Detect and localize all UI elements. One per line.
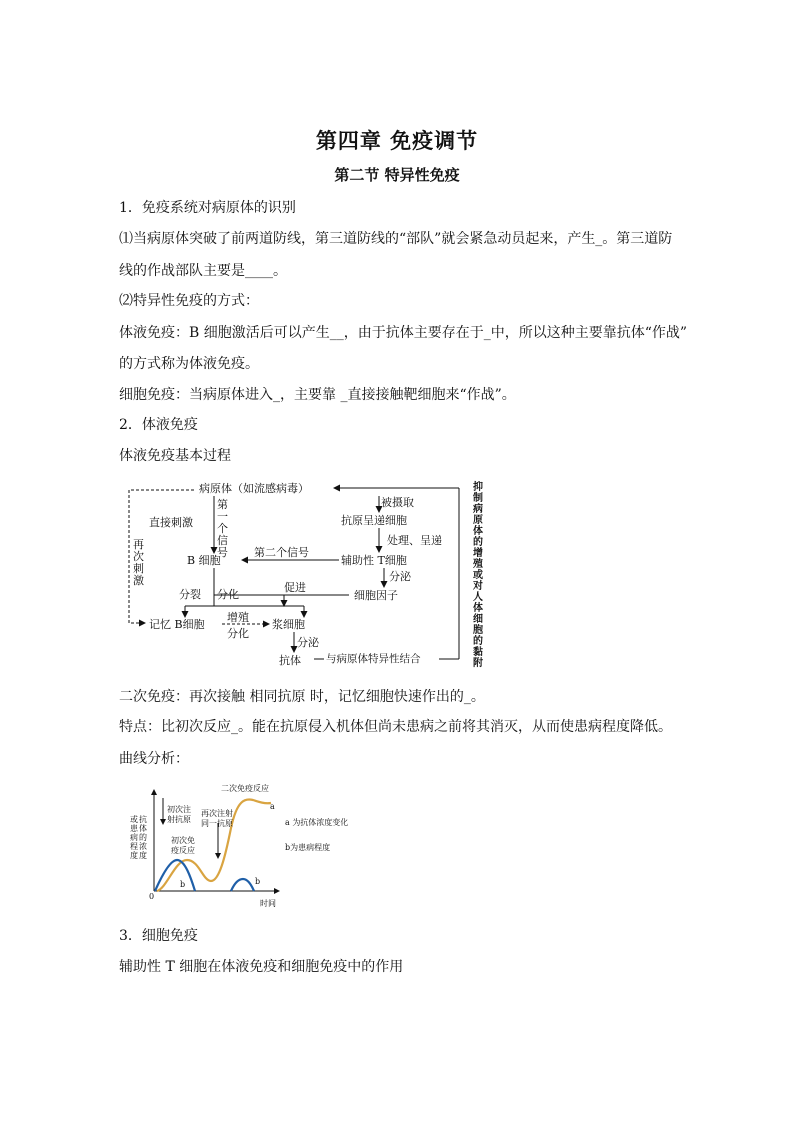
label-first-response-2: 疫反应 [171, 846, 195, 855]
first-signal-char: 号 [217, 546, 228, 559]
label-reinject-2: 同一抗原 [201, 819, 233, 828]
again-stim-char: 刺 [133, 562, 144, 575]
legend-a: a 为抗体浓度变化 [285, 818, 349, 827]
inhibit-char: 病 [473, 504, 483, 515]
section-title: 第二节 特异性免疫 [334, 166, 460, 184]
x-axis-label: 时间 [260, 899, 276, 908]
paragraph-1-line-1: ⑴当病原体突破了前两道防线，第三道防线的“部队”就会紧急动员起来，产生_。第三道防 [119, 231, 673, 247]
curve-b-second [231, 879, 254, 891]
node-plasma: 浆细胞 [272, 618, 305, 631]
inhibit-char: 对 [473, 581, 483, 592]
inhibit-char: 黏 [473, 647, 483, 658]
ylabel-char: 抗 [139, 815, 147, 824]
ylabel-char: 度 [130, 851, 138, 860]
ylabel-char: 病 [130, 833, 138, 842]
label-promote: 促进 [284, 581, 306, 594]
label-b-1: b [180, 880, 186, 889]
ylabel-char: 程 [130, 842, 138, 851]
paragraph-1-line-2: 线的作战部队主要是____。 [119, 263, 287, 279]
section-2-heading: 2．体液免疫 [119, 417, 198, 433]
label-a: a [270, 802, 275, 811]
ylabel-char: 浓 [139, 842, 147, 851]
ylabel-char: 度 [139, 851, 147, 860]
antibody-curve-figure [119, 778, 364, 913]
inhibit-char: 殖 [473, 559, 483, 570]
inhibit-char: 的 [473, 636, 483, 647]
label-secrete-1: 分泌 [389, 570, 411, 583]
section-1-heading: 1．免疫系统对病原体的识别 [119, 200, 296, 216]
label-process-present: 处理、呈递 [387, 534, 442, 547]
first-signal-char: 第 [217, 498, 228, 511]
feature-line: 特点：比初次反应_。能在抗原侵入机体但尚未患病之前将其消灭，从而使患病程度降低。 [119, 719, 672, 735]
label-divide: 分裂 [179, 588, 201, 601]
label-first-signal [217, 498, 228, 559]
label-b-2: b [255, 877, 261, 886]
section-2-subheading: 体液免疫基本过程 [119, 448, 231, 464]
inhibit-char: 细 [473, 614, 483, 625]
inhibit-char: 胞 [473, 625, 483, 636]
label-again-stim [133, 538, 144, 587]
humoral-line-2: 的方式称为体液免疫。 [119, 356, 259, 372]
first-signal-char: 信 [217, 534, 228, 547]
label-differentiate-2: 分化 [227, 627, 249, 640]
inhibit-char: 人 [473, 592, 483, 603]
label-direct-stim: 直接刺激 [149, 516, 193, 529]
inhibit-char: 增 [473, 548, 483, 559]
humoral-line-1: 体液免疫：B 细胞激活后可以产生__，由于抗体主要存在于_中，所以这种主要靠抗体“作战” [119, 325, 688, 341]
inhibit-char: 抑 [473, 482, 483, 493]
label-inhibit [472, 480, 483, 668]
node-pathogen: 病原体（如流感病毒） [199, 482, 309, 495]
section-3-heading: 3．细胞免疫 [119, 928, 198, 944]
node-antibody: 抗体 [279, 654, 301, 667]
secondary-response-line: 二次免疫：再次接触 相同抗原 时，记忆细胞快速作出的_。 [119, 689, 485, 705]
inhibit-char: 体 [473, 603, 483, 614]
label-secrete-2: 分泌 [297, 636, 319, 649]
inhibit-char: 制 [473, 493, 483, 504]
label-reinject-1: 再次注射 [201, 809, 233, 818]
ylabel-col2 [130, 814, 139, 860]
node-b-cell: B 细胞 [187, 554, 221, 567]
inhibit-char: 或 [473, 570, 483, 581]
cellular-line: 细胞免疫：当病原体进入_，主要靠 _直接接触靶细胞来“作战”。 [119, 387, 516, 403]
label-first-inject-2: 射抗原 [167, 815, 191, 824]
chapter-title: 第四章 免疫调节 [315, 128, 479, 153]
again-stim-char: 次 [133, 550, 144, 563]
label-first-response-1: 初次免 [171, 836, 195, 845]
section-3-subheading: 辅助性 T 细胞在体液免疫和细胞免疫中的作用 [119, 959, 404, 975]
node-memory-b: 记忆 B细胞 [149, 618, 205, 631]
curve-analysis-label: 曲线分析： [119, 751, 189, 767]
label-second-signal: 第二个信号 [254, 546, 309, 559]
label-taken-up: 被摄取 [381, 496, 414, 509]
inhibit-char: 原 [473, 515, 483, 526]
ylabel-char: 体 [139, 824, 147, 833]
ylabel-col1 [139, 814, 147, 860]
label-first-inject-1: 初次注 [167, 805, 191, 814]
label-second-response: 二次免疫反应 [221, 784, 269, 793]
curve-b-first [155, 860, 195, 891]
label-proliferate: 增殖 [227, 611, 249, 624]
node-cytokine: 细胞因子 [354, 589, 398, 602]
label-bind: 与病原体特异性结合 [326, 653, 421, 665]
ylabel-char: 或 [130, 815, 138, 824]
again-stim-char: 激 [133, 574, 144, 587]
first-signal-char: 一 [217, 510, 228, 523]
humoral-immunity-diagram [119, 478, 499, 668]
first-signal-char: 个 [217, 522, 228, 535]
inhibit-char: 体 [473, 526, 483, 537]
node-apc: 抗原呈递细胞 [341, 514, 407, 527]
again-stim-char: 再 [133, 538, 144, 551]
inhibit-char: 的 [473, 537, 483, 548]
label-differentiate: 分化 [217, 588, 239, 601]
ylabel-char: 的 [139, 833, 147, 842]
inhibit-char: 附 [473, 658, 483, 668]
paragraph-2: ⑵特异性免疫的方式： [119, 293, 259, 309]
ylabel-char: 患 [130, 824, 138, 833]
origin-label: 0 [149, 892, 155, 901]
legend-b: b为患病程度 [285, 843, 331, 852]
node-helper-t: 辅助性 T细胞 [341, 554, 407, 567]
